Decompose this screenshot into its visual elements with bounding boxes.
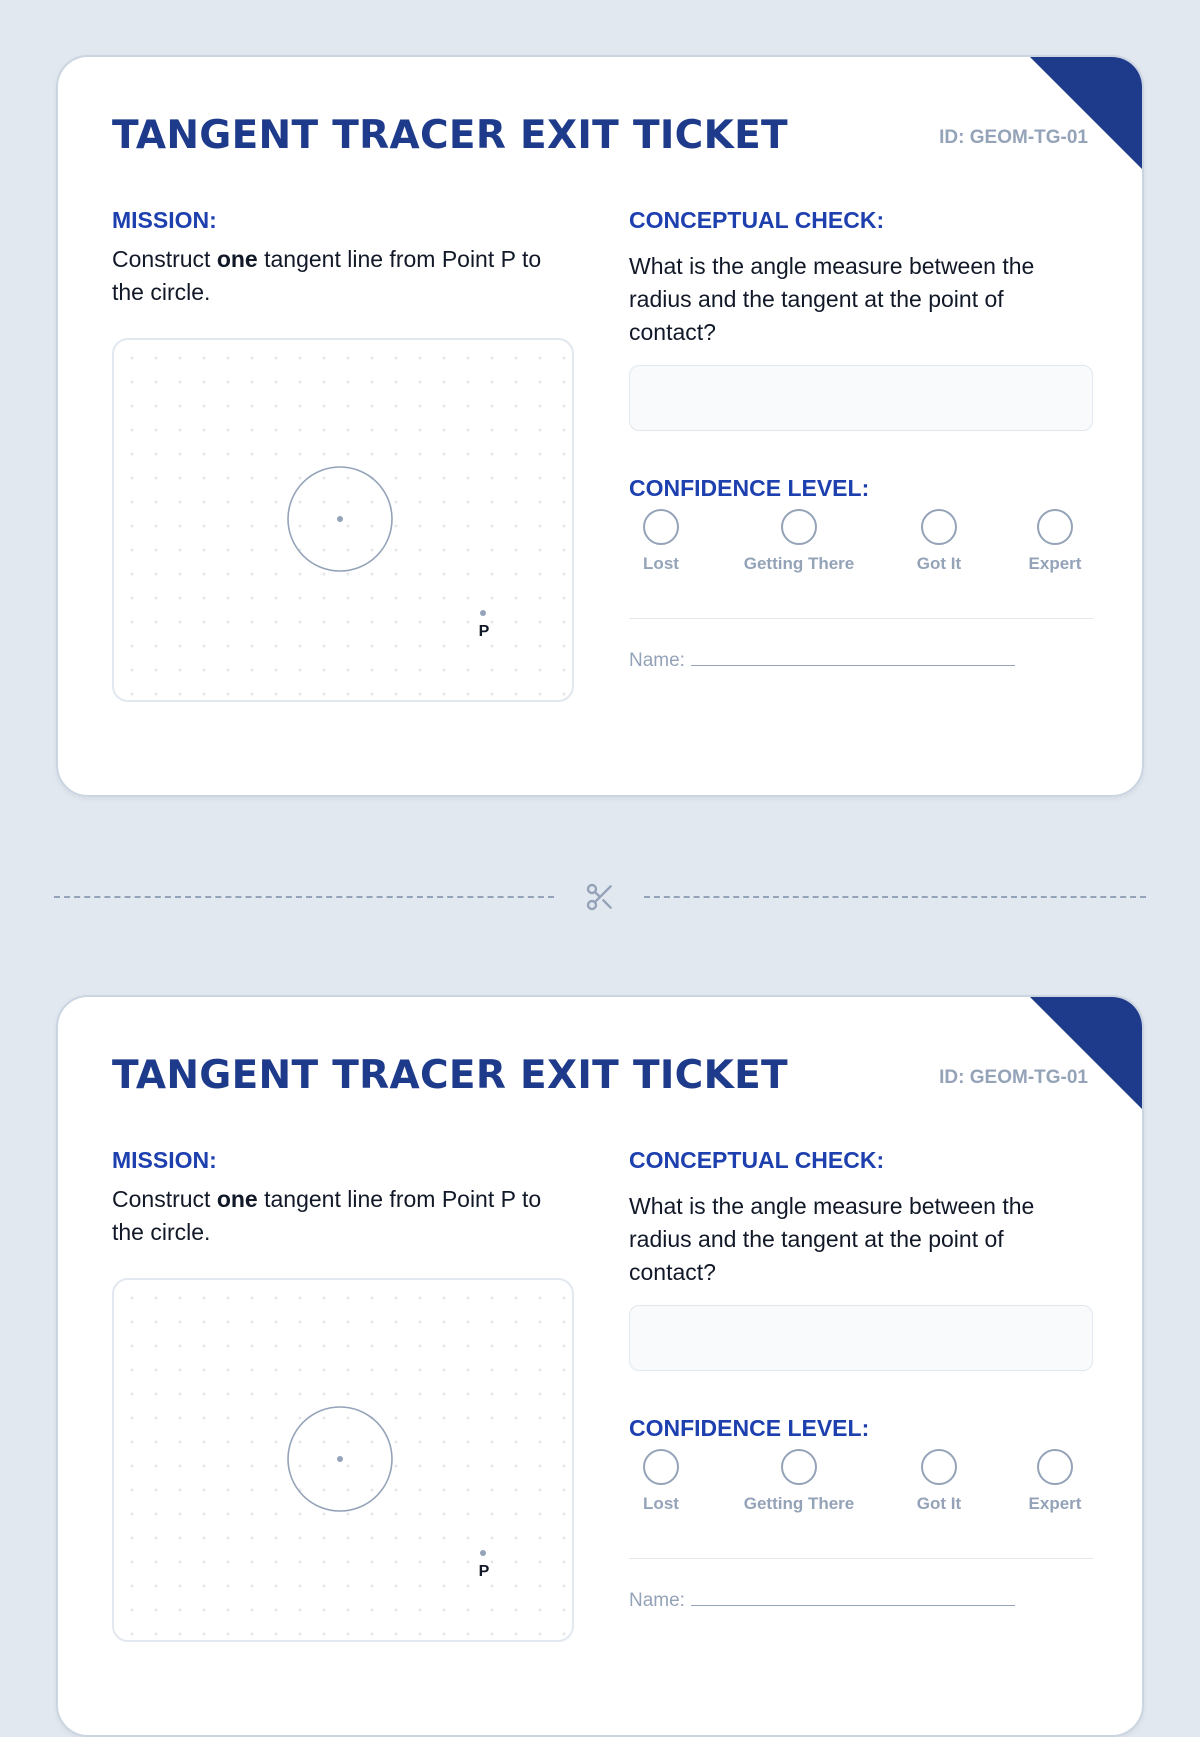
confidence-option-label: Lost [643, 554, 679, 573]
radio-button[interactable] [1037, 509, 1073, 545]
confidence-option-lost[interactable] [623, 509, 699, 574]
mission-text-start: Construct [112, 1186, 217, 1212]
ticket-id: ID: GEOM-TG-01 [939, 127, 1088, 148]
confidence-option-label: Expert [1028, 1494, 1082, 1513]
name-field[interactable] [629, 647, 1015, 672]
conceptual-check-label: CONCEPTUAL CHECK: [629, 1147, 885, 1173]
circle-center-point [337, 1456, 343, 1462]
radio-button[interactable] [643, 1449, 679, 1485]
conceptual-check-label: CONCEPTUAL CHECK: [629, 207, 885, 233]
confidence-label: CONFIDENCE LEVEL: [629, 1415, 870, 1441]
confidence-scale [629, 1449, 1093, 1529]
point-p [480, 610, 486, 616]
construction-area[interactable] [112, 338, 574, 702]
radio-button[interactable] [781, 1449, 817, 1485]
exit-ticket [56, 995, 1144, 1737]
mission-text [112, 1183, 572, 1249]
cut-line [54, 880, 1146, 916]
radio-button[interactable] [921, 509, 957, 545]
question-text: What is the angle measure between the radius and the tangent at the point of contact? [629, 253, 1035, 345]
divider [629, 1558, 1093, 1559]
mission-text [112, 243, 572, 309]
dashed-line-right [644, 896, 1146, 898]
circle-diagram [114, 1280, 574, 1642]
name-blank[interactable] [691, 1587, 1015, 1606]
answer-input[interactable] [629, 365, 1093, 431]
radio-button[interactable] [643, 509, 679, 545]
confidence-option-expert[interactable] [1007, 1449, 1103, 1514]
confidence-option-label: Got It [916, 554, 962, 573]
circle-center-point [337, 516, 343, 522]
circle-diagram [114, 340, 574, 702]
mission-text-emphasis: one [216, 1186, 258, 1212]
ticket-id: ID: GEOM-TG-01 [939, 1067, 1088, 1088]
confidence-option-lost[interactable] [623, 1449, 699, 1514]
confidence-option-label: Got It [916, 1494, 962, 1513]
mission-text-emphasis: one [216, 246, 258, 272]
scissors-icon [584, 881, 616, 913]
answer-input[interactable] [629, 1305, 1093, 1371]
name-blank[interactable] [691, 647, 1015, 666]
question-text: What is the angle measure between the radius and the tangent at the point of contact? [629, 1193, 1035, 1285]
corner-accent [1030, 57, 1142, 169]
dashed-line-left [54, 896, 554, 898]
confidence-option-got-it[interactable] [899, 1449, 979, 1514]
corner-accent [1030, 997, 1142, 1109]
point-p-label: P [478, 1563, 490, 1580]
point-p [480, 1550, 486, 1556]
confidence-option-label: Getting There [743, 1494, 855, 1513]
name-label: Name: [629, 650, 685, 671]
ticket-title: TANGENT TRACER EXIT TICKET [112, 1053, 788, 1098]
confidence-label: CONFIDENCE LEVEL: [629, 475, 870, 501]
confidence-option-getting-there[interactable] [739, 509, 859, 574]
confidence-option-label: Lost [643, 1494, 679, 1513]
divider [629, 618, 1093, 619]
mission-text-start: Construct [112, 246, 217, 272]
exit-ticket [56, 55, 1144, 797]
mission-text-end: tangent line from Point P to the circle. [112, 1186, 542, 1245]
confidence-option-expert[interactable] [1007, 509, 1103, 574]
confidence-option-getting-there[interactable] [739, 1449, 859, 1514]
mission-label: MISSION: [112, 207, 217, 233]
radio-button[interactable] [921, 1449, 957, 1485]
confidence-option-got-it[interactable] [899, 509, 979, 574]
ticket-title: TANGENT TRACER EXIT TICKET [112, 113, 788, 158]
point-p-label: P [478, 623, 490, 640]
confidence-option-label: Getting There [743, 554, 855, 573]
confidence-scale [629, 509, 1093, 589]
confidence-option-label: Expert [1028, 554, 1082, 573]
radio-button[interactable] [781, 509, 817, 545]
mission-text-end: tangent line from Point P to the circle. [112, 246, 542, 305]
construction-area[interactable] [112, 1278, 574, 1642]
mission-label: MISSION: [112, 1147, 217, 1173]
name-label: Name: [629, 1590, 685, 1611]
radio-button[interactable] [1037, 1449, 1073, 1485]
